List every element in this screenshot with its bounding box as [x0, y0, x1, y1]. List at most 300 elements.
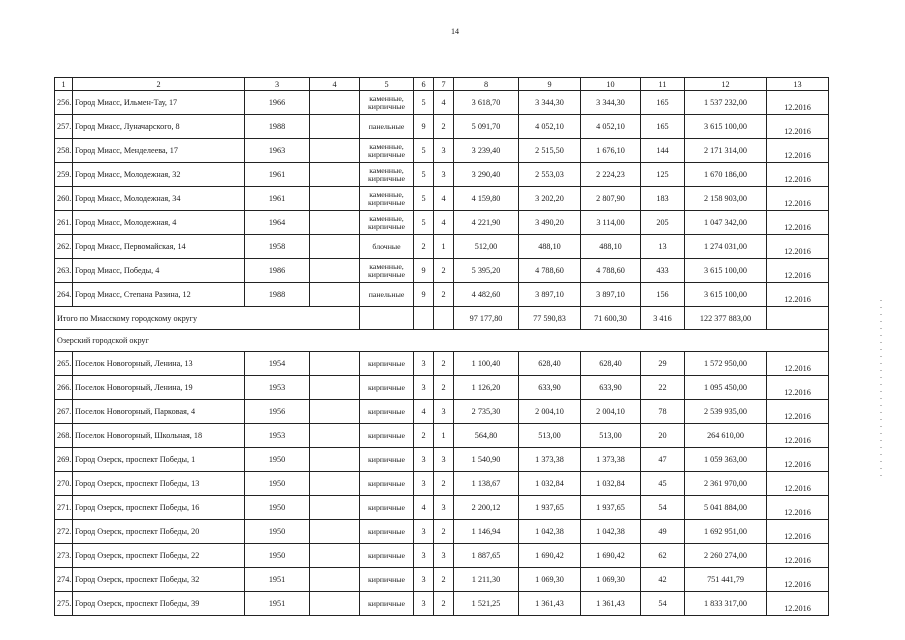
cell-residents: 125 — [641, 163, 685, 187]
cell-residents: 165 — [641, 91, 685, 115]
cell-address: Город Миасс, Первомайская, 14 — [73, 235, 245, 259]
cell-repair-date: 12.2016 — [767, 115, 829, 139]
cell-row-number: 262. — [55, 235, 73, 259]
cell-entrances: 2 — [434, 259, 454, 283]
cell-floors: 4 — [414, 496, 434, 520]
cell-build-year: 1953 — [245, 376, 310, 400]
cell-entrances: 1 — [434, 424, 454, 448]
cell-build-year: 1963 — [245, 139, 310, 163]
cell-living-area: 2 553,03 — [519, 163, 581, 187]
cell-cost: 1 059 363,00 — [685, 448, 767, 472]
cell-column-4 — [310, 496, 360, 520]
cell-repair-date: 12.2016 — [767, 400, 829, 424]
cell-row-number: 256. — [55, 91, 73, 115]
cell-residents: 156 — [641, 283, 685, 307]
cell-living-area: 3 344,30 — [519, 91, 581, 115]
cell-address: Город Озерск, проспект Победы, 22 — [73, 544, 245, 568]
cell-entrances: 3 — [434, 139, 454, 163]
table-row — [55, 400, 829, 424]
table-row — [55, 91, 829, 115]
cell-residential-area: 3 114,00 — [581, 211, 641, 235]
cell-build-year: 1951 — [245, 592, 310, 616]
cell-wall-material: кирпичные — [360, 424, 414, 448]
cell-row-number: 260. — [55, 187, 73, 211]
table-row — [55, 520, 829, 544]
cell-floors: 2 — [414, 235, 434, 259]
cell-residents: 22 — [641, 376, 685, 400]
cell-column-4 — [310, 568, 360, 592]
cell-total-area: 1 540,90 — [454, 448, 519, 472]
cell-entrances: 3 — [434, 163, 454, 187]
cell-floors: 5 — [414, 91, 434, 115]
cell-repair-date: 12.2016 — [767, 376, 829, 400]
cell-wall-material: панельные — [360, 283, 414, 307]
table-row — [55, 187, 829, 211]
cell-residential-area: 633,90 — [581, 376, 641, 400]
cell-entrances: 2 — [434, 283, 454, 307]
cell-row-number: 263. — [55, 259, 73, 283]
cell-row-number: 266. — [55, 376, 73, 400]
cell-address: Город Миасс, Молодежная, 32 — [73, 163, 245, 187]
table-row — [55, 544, 829, 568]
cell-floors: 3 — [414, 472, 434, 496]
cell-cost: 2 260 274,00 — [685, 544, 767, 568]
cell-cost: 3 615 100,00 — [685, 115, 767, 139]
header-cell: 2 — [73, 78, 245, 91]
cell-entrances: 3 — [434, 544, 454, 568]
cell-column-4 — [310, 115, 360, 139]
cell-build-year: 1986 — [245, 259, 310, 283]
cell-row-number: 269. — [55, 448, 73, 472]
header-cell: 9 — [519, 78, 581, 91]
cell-wall-material: кирпичные — [360, 544, 414, 568]
cell-column-4 — [310, 187, 360, 211]
cell-floors: 3 — [414, 568, 434, 592]
column-number-header — [55, 78, 829, 91]
cell-cost: 1 572 950,00 — [685, 352, 767, 376]
cell-residents: 49 — [641, 520, 685, 544]
cell-repair-date: 12.2016 — [767, 544, 829, 568]
cell-entrances: 4 — [434, 187, 454, 211]
cell-living-area: 3 202,20 — [519, 187, 581, 211]
cell-wall-material: каменные, кирпичные — [360, 211, 414, 235]
cell-address: Город Озерск, проспект Победы, 39 — [73, 592, 245, 616]
cell-column-4 — [310, 352, 360, 376]
cell-row-number: 264. — [55, 283, 73, 307]
cell-wall-material: кирпичные — [360, 496, 414, 520]
cell-residential-area: 1 676,10 — [581, 139, 641, 163]
cell-repair-date: 12.2016 — [767, 352, 829, 376]
cell-living-area: 4 052,10 — [519, 115, 581, 139]
cell-repair-date: 12.2016 — [767, 496, 829, 520]
cell-residential-area: 1 069,30 — [581, 568, 641, 592]
cell-row-number: 275. — [55, 592, 73, 616]
cell-living-area: 488,10 — [519, 235, 581, 259]
cell-repair-date: 12.2016 — [767, 472, 829, 496]
cell-residential-area: 1 690,42 — [581, 544, 641, 568]
cell-total-area: 3 290,40 — [454, 163, 519, 187]
cell-cost: 2 158 903,00 — [685, 187, 767, 211]
cell-residential-area: 3 344,30 — [581, 91, 641, 115]
cell-total-area: 1 521,25 — [454, 592, 519, 616]
cell-cost: 2 361 970,00 — [685, 472, 767, 496]
total-row — [55, 307, 829, 330]
cell-column-4 — [310, 424, 360, 448]
cell-address: Город Миасс, Молодежная, 4 — [73, 211, 245, 235]
cell-row-number: 265. — [55, 352, 73, 376]
page-number: 14 — [451, 27, 459, 36]
cell-residential-area: 4 052,10 — [581, 115, 641, 139]
cell-wall-material: каменные, кирпичные — [360, 187, 414, 211]
cell-total-area: 2 200,12 — [454, 496, 519, 520]
cell-residential-area: 1 373,38 — [581, 448, 641, 472]
cell-wall-material: каменные, кирпичные — [360, 139, 414, 163]
cell-column-4 — [310, 283, 360, 307]
cell-residents: 78 — [641, 400, 685, 424]
cell-wall-material: кирпичные — [360, 376, 414, 400]
cell-column-4 — [310, 544, 360, 568]
cell-residential-area: 2 224,23 — [581, 163, 641, 187]
cell-column-4 — [310, 259, 360, 283]
cell-total-area: 4 221,90 — [454, 211, 519, 235]
cell-residents: 20 — [641, 424, 685, 448]
cell-residents: 205 — [641, 211, 685, 235]
cell-residents: 144 — [641, 139, 685, 163]
cell-total-area: 1 126,20 — [454, 376, 519, 400]
cell-build-year: 1950 — [245, 544, 310, 568]
cell-address: Город Миасс, Ильмен-Тау, 17 — [73, 91, 245, 115]
cell-entrances: 1 — [434, 235, 454, 259]
cell-living-area: 2 515,50 — [519, 139, 581, 163]
cell-row-number: 257. — [55, 115, 73, 139]
cell-entrances: 2 — [434, 592, 454, 616]
cell-residential-area: 513,00 — [581, 424, 641, 448]
cell-build-year: 1966 — [245, 91, 310, 115]
cell-build-year: 1988 — [245, 115, 310, 139]
cell-floors: 3 — [414, 352, 434, 376]
cell-address: Город Миасс, Менделеева, 17 — [73, 139, 245, 163]
cell-repair-date: 12.2016 — [767, 592, 829, 616]
cell-column-4 — [310, 472, 360, 496]
cell-total-area: 564,80 — [454, 424, 519, 448]
cell-cost: 1 537 232,00 — [685, 91, 767, 115]
cell-entrances: 3 — [434, 400, 454, 424]
cell-cost: 2 539 935,00 — [685, 400, 767, 424]
table-body — [55, 78, 829, 91]
cell-total-area: 1 100,40 — [454, 352, 519, 376]
cell-address: Город Миасс, Победы, 4 — [73, 259, 245, 283]
cell-floors: 9 — [414, 259, 434, 283]
cell-total-area: 4 482,60 — [454, 283, 519, 307]
cell-wall-material: каменные, кирпичные — [360, 259, 414, 283]
cell-repair-date: 12.2016 — [767, 520, 829, 544]
miass-total-section — [55, 307, 829, 352]
cell-repair-date: 12.2016 — [767, 235, 829, 259]
cell-address: Поселок Новогорный, Ленина, 19 — [73, 376, 245, 400]
cell-residents: 29 — [641, 352, 685, 376]
cell-living-area: 4 788,60 — [519, 259, 581, 283]
cell-wall-material: кирпичные — [360, 592, 414, 616]
cell-repair-date: 12.2016 — [767, 187, 829, 211]
cell-floors: 3 — [414, 592, 434, 616]
cell-wall-material: кирпичные — [360, 472, 414, 496]
cell-entrances: 2 — [434, 376, 454, 400]
header-cell: 10 — [581, 78, 641, 91]
cell-address: Город Озерск, проспект Победы, 32 — [73, 568, 245, 592]
cell-residential-area: 2 004,10 — [581, 400, 641, 424]
cell-living-area: 1 690,42 — [519, 544, 581, 568]
total-count: 3 416 — [641, 307, 685, 330]
housing-registry-table — [54, 77, 829, 616]
cell-entrances: 2 — [434, 352, 454, 376]
cell-residents: 42 — [641, 568, 685, 592]
cell-build-year: 1953 — [245, 424, 310, 448]
cell-row-number: 272. — [55, 520, 73, 544]
cell-floors: 3 — [414, 544, 434, 568]
table-row — [55, 163, 829, 187]
cell-build-year: 1950 — [245, 496, 310, 520]
cell-column-4 — [310, 592, 360, 616]
cell-residential-area: 488,10 — [581, 235, 641, 259]
section-row — [55, 330, 829, 352]
cell-living-area: 628,40 — [519, 352, 581, 376]
cell-cost: 3 615 100,00 — [685, 259, 767, 283]
cell-build-year: 1950 — [245, 520, 310, 544]
cell-cost: 5 041 884,00 — [685, 496, 767, 520]
ozersk-rows — [55, 352, 829, 616]
cell-wall-material: кирпичные — [360, 448, 414, 472]
cell-cost: 3 615 100,00 — [685, 283, 767, 307]
cell-column-4 — [310, 211, 360, 235]
total-area: 97 177,80 — [454, 307, 519, 330]
cell-cost: 1 670 186,00 — [685, 163, 767, 187]
cell-cost: 1 692 951,00 — [685, 520, 767, 544]
header-cell: 3 — [245, 78, 310, 91]
cell-residential-area: 2 807,90 — [581, 187, 641, 211]
cell-total-area: 5 395,20 — [454, 259, 519, 283]
cell-living-area: 1 042,38 — [519, 520, 581, 544]
table-row — [55, 259, 829, 283]
cell-column-4 — [310, 448, 360, 472]
cell-total-area: 2 735,30 — [454, 400, 519, 424]
cell-column-4 — [310, 400, 360, 424]
cell-repair-date: 12.2016 — [767, 259, 829, 283]
cell-row-number: 268. — [55, 424, 73, 448]
cell-living-area: 513,00 — [519, 424, 581, 448]
cell-floors: 5 — [414, 211, 434, 235]
cell-column-4 — [310, 91, 360, 115]
cell-wall-material: кирпичные — [360, 520, 414, 544]
header-cell: 12 — [685, 78, 767, 91]
cell-build-year: 1958 — [245, 235, 310, 259]
table-row — [55, 352, 829, 376]
cell-residential-area: 4 788,60 — [581, 259, 641, 283]
cell-column-4 — [310, 520, 360, 544]
cell-living-area: 1 373,38 — [519, 448, 581, 472]
cell-row-number: 267. — [55, 400, 73, 424]
total-empty-cell — [360, 307, 414, 330]
cell-floors: 5 — [414, 139, 434, 163]
cell-total-area: 512,00 — [454, 235, 519, 259]
cell-living-area: 2 004,10 — [519, 400, 581, 424]
cell-entrances: 2 — [434, 115, 454, 139]
cell-cost: 1 274 031,00 — [685, 235, 767, 259]
cell-build-year: 1961 — [245, 187, 310, 211]
cell-residents: 183 — [641, 187, 685, 211]
table-row — [55, 283, 829, 307]
cell-build-year: 1964 — [245, 211, 310, 235]
table-row — [55, 376, 829, 400]
cell-repair-date: 12.2016 — [767, 568, 829, 592]
cell-build-year: 1954 — [245, 352, 310, 376]
cell-floors: 3 — [414, 448, 434, 472]
cell-wall-material: блочные — [360, 235, 414, 259]
total-area3: 71 600,30 — [581, 307, 641, 330]
cell-residents: 62 — [641, 544, 685, 568]
cell-residential-area: 1 032,84 — [581, 472, 641, 496]
cell-build-year: 1961 — [245, 163, 310, 187]
cell-address: Город Озерск, проспект Победы, 16 — [73, 496, 245, 520]
cell-address: Поселок Новогорный, Ленина, 13 — [73, 352, 245, 376]
cell-cost: 751 441,79 — [685, 568, 767, 592]
cell-floors: 5 — [414, 163, 434, 187]
cell-wall-material: каменные, кирпичные — [360, 91, 414, 115]
cell-total-area: 1 887,65 — [454, 544, 519, 568]
header-cell: 4 — [310, 78, 360, 91]
table-row — [55, 235, 829, 259]
cell-residents: 54 — [641, 592, 685, 616]
header-cell: 7 — [434, 78, 454, 91]
cell-total-area: 1 211,30 — [454, 568, 519, 592]
cell-repair-date: 12.2016 — [767, 283, 829, 307]
total-empty-cell — [414, 307, 434, 330]
section-title: Озерский городской округ — [55, 330, 829, 352]
cell-entrances: 4 — [434, 91, 454, 115]
header-cell: 5 — [360, 78, 414, 91]
cell-wall-material: панельные — [360, 115, 414, 139]
cell-wall-material: кирпичные — [360, 352, 414, 376]
cell-repair-date: 12.2016 — [767, 163, 829, 187]
cell-total-area: 3 239,40 — [454, 139, 519, 163]
cell-residents: 47 — [641, 448, 685, 472]
cell-column-4 — [310, 235, 360, 259]
cell-total-area: 4 159,80 — [454, 187, 519, 211]
cell-residential-area: 3 897,10 — [581, 283, 641, 307]
cell-build-year: 1988 — [245, 283, 310, 307]
miass-rows — [55, 91, 829, 307]
cell-cost: 1 095 450,00 — [685, 376, 767, 400]
cell-address: Город Миасс, Луначарского, 8 — [73, 115, 245, 139]
cell-wall-material: кирпичные — [360, 568, 414, 592]
cell-floors: 3 — [414, 520, 434, 544]
cell-row-number: 273. — [55, 544, 73, 568]
total-area2: 77 590,83 — [519, 307, 581, 330]
cell-residential-area: 1 042,38 — [581, 520, 641, 544]
cell-cost: 2 171 314,00 — [685, 139, 767, 163]
cell-total-area: 1 138,67 — [454, 472, 519, 496]
cell-address: Город Озерск, проспект Победы, 20 — [73, 520, 245, 544]
cell-residents: 54 — [641, 496, 685, 520]
cell-row-number: 258. — [55, 139, 73, 163]
cell-address: Город Озерск, проспект Победы, 13 — [73, 472, 245, 496]
cell-column-4 — [310, 163, 360, 187]
cell-living-area: 1 937,65 — [519, 496, 581, 520]
scan-artifact-dots — [880, 300, 882, 480]
cell-entrances: 3 — [434, 496, 454, 520]
cell-residents: 13 — [641, 235, 685, 259]
cell-residents: 165 — [641, 115, 685, 139]
total-label: Итого по Миасскому городскому округу — [55, 307, 360, 330]
total-cost: 122 377 883,00 — [685, 307, 767, 330]
header-cell: 1 — [55, 78, 73, 91]
total-empty-cell — [767, 307, 829, 330]
table-row — [55, 424, 829, 448]
cell-living-area: 1 069,30 — [519, 568, 581, 592]
cell-living-area: 3 490,20 — [519, 211, 581, 235]
cell-entrances: 2 — [434, 568, 454, 592]
cell-row-number: 261. — [55, 211, 73, 235]
cell-repair-date: 12.2016 — [767, 139, 829, 163]
cell-entrances: 3 — [434, 448, 454, 472]
cell-wall-material: кирпичные — [360, 400, 414, 424]
cell-floors: 9 — [414, 283, 434, 307]
cell-build-year: 1950 — [245, 448, 310, 472]
cell-repair-date: 12.2016 — [767, 424, 829, 448]
cell-total-area: 3 618,70 — [454, 91, 519, 115]
cell-address: Поселок Новогорный, Парковая, 4 — [73, 400, 245, 424]
table-row — [55, 472, 829, 496]
cell-living-area: 633,90 — [519, 376, 581, 400]
cell-row-number: 270. — [55, 472, 73, 496]
header-cell: 6 — [414, 78, 434, 91]
cell-residents: 45 — [641, 472, 685, 496]
cell-repair-date: 12.2016 — [767, 211, 829, 235]
table-row — [55, 115, 829, 139]
table-row — [55, 211, 829, 235]
cell-floors: 3 — [414, 376, 434, 400]
cell-repair-date: 12.2016 — [767, 91, 829, 115]
cell-living-area: 1 032,84 — [519, 472, 581, 496]
cell-floors: 9 — [414, 115, 434, 139]
cell-floors: 5 — [414, 187, 434, 211]
header-cell: 11 — [641, 78, 685, 91]
table-row — [55, 568, 829, 592]
cell-residential-area: 1 937,65 — [581, 496, 641, 520]
cell-total-area: 5 091,70 — [454, 115, 519, 139]
cell-entrances: 2 — [434, 520, 454, 544]
cell-build-year: 1956 — [245, 400, 310, 424]
cell-row-number: 259. — [55, 163, 73, 187]
header-cell: 13 — [767, 78, 829, 91]
cell-build-year: 1950 — [245, 472, 310, 496]
cell-wall-material: каменные, кирпичные — [360, 163, 414, 187]
table-row — [55, 496, 829, 520]
cell-floors: 4 — [414, 400, 434, 424]
cell-cost: 1 047 342,00 — [685, 211, 767, 235]
cell-total-area: 1 146,94 — [454, 520, 519, 544]
cell-residential-area: 1 361,43 — [581, 592, 641, 616]
cell-column-4 — [310, 139, 360, 163]
cell-address: Город Озерск, проспект Победы, 1 — [73, 448, 245, 472]
cell-cost: 1 833 317,00 — [685, 592, 767, 616]
cell-entrances: 4 — [434, 211, 454, 235]
cell-residential-area: 628,40 — [581, 352, 641, 376]
cell-living-area: 3 897,10 — [519, 283, 581, 307]
header-cell: 8 — [454, 78, 519, 91]
cell-cost: 264 610,00 — [685, 424, 767, 448]
cell-row-number: 274. — [55, 568, 73, 592]
cell-floors: 2 — [414, 424, 434, 448]
